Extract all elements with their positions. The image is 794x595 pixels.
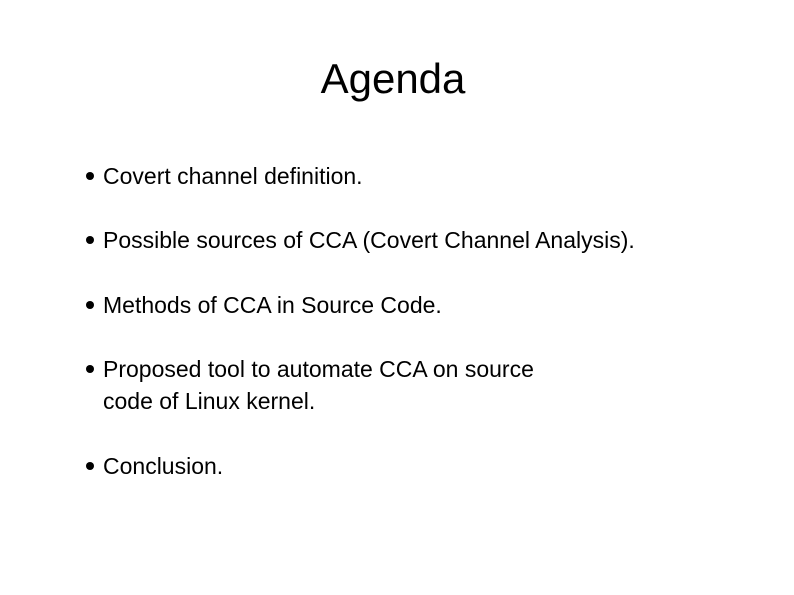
bullet-line: code of Linux kernel. xyxy=(103,388,316,414)
bullet-icon xyxy=(86,301,94,309)
bullet-line: Covert channel definition. xyxy=(103,163,363,189)
bullet-text xyxy=(103,224,763,256)
bullet-line: Possible sources of CCA (Covert Channel Analysis). xyxy=(103,227,635,253)
slide-title: Agenda xyxy=(320,55,466,102)
bullet-text xyxy=(103,450,763,482)
bullet-line: Conclusion. xyxy=(103,453,224,479)
bullet-text xyxy=(103,289,763,321)
bullet-text xyxy=(103,160,763,192)
bullet-text xyxy=(103,353,763,417)
bullet-icon xyxy=(86,236,94,244)
bullet-icon xyxy=(86,172,94,180)
bullet-icon xyxy=(86,462,94,470)
bullet-line: Proposed tool to automate CCA on source xyxy=(103,356,534,382)
bullet-line: Methods of CCA in Source Code. xyxy=(103,292,442,318)
bullet-icon xyxy=(86,365,94,373)
